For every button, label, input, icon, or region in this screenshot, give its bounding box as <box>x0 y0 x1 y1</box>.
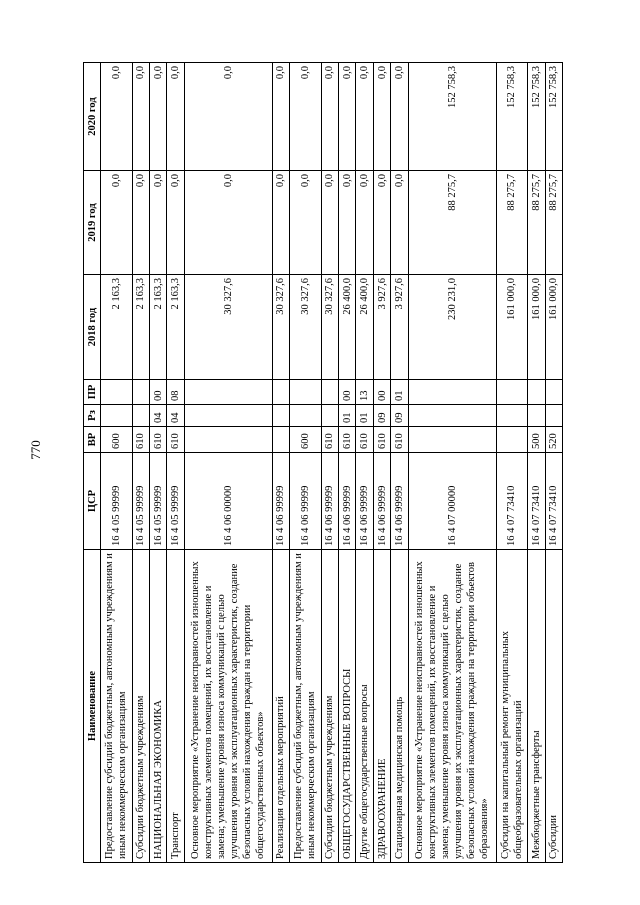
cell-2019: 0,0 <box>290 171 322 275</box>
cell-pr <box>545 380 562 405</box>
cell-2020: 0,0 <box>321 63 338 171</box>
header-rz: Рз <box>84 405 101 427</box>
cell-vr: 610 <box>373 427 390 453</box>
header-pr: ПР <box>84 380 101 405</box>
cell-rz <box>101 405 133 427</box>
cell-csr: 16 4 06 99999 <box>391 453 408 550</box>
cell-name: Межбюджетные трансферты <box>528 550 545 863</box>
cell-2018: 2 163,3 <box>167 275 184 380</box>
cell-name: Стационарная медицинская помощь <box>391 550 408 863</box>
cell-2019: 0,0 <box>184 171 272 275</box>
cell-pr <box>528 380 545 405</box>
table-body <box>101 63 563 863</box>
cell-2020: 152 758,3 <box>545 63 562 171</box>
cell-name: Реализация отдельных мероприятий <box>272 550 289 863</box>
cell-2020: 152 758,3 <box>528 63 545 171</box>
cell-2018: 30 327,6 <box>184 275 272 380</box>
table-row <box>184 63 272 863</box>
cell-vr: 610 <box>167 427 184 453</box>
cell-rz: 01 <box>339 405 356 427</box>
cell-vr <box>408 427 496 453</box>
cell-pr <box>408 380 496 405</box>
cell-2019: 0,0 <box>272 171 289 275</box>
table-row <box>101 63 133 863</box>
cell-2018: 230 231,0 <box>408 275 496 380</box>
cell-2019: 88 275,7 <box>545 171 562 275</box>
cell-2018: 2 163,3 <box>149 275 166 380</box>
table-row <box>373 63 390 863</box>
table-row <box>149 63 166 863</box>
cell-name: Другие общегосударственные вопросы <box>356 550 373 863</box>
cell-2019: 0,0 <box>149 171 166 275</box>
cell-csr: 16 4 05 99999 <box>167 453 184 550</box>
cell-pr <box>101 380 133 405</box>
cell-2018: 30 327,6 <box>290 275 322 380</box>
cell-pr <box>132 380 149 405</box>
table-row <box>528 63 545 863</box>
cell-name: ОБЩЕГОСУДАРСТВЕННЫЕ ВОПРОСЫ <box>339 550 356 863</box>
cell-2020: 0,0 <box>373 63 390 171</box>
budget-table <box>83 62 563 863</box>
cell-rz: 01 <box>356 405 373 427</box>
cell-csr: 16 4 06 99999 <box>356 453 373 550</box>
cell-name: Субсидии бюджетным учреждениям <box>132 550 149 863</box>
table-row <box>132 63 149 863</box>
cell-2020: 0,0 <box>339 63 356 171</box>
cell-pr <box>496 380 528 405</box>
cell-name: Основное мероприятие «Устранение неисправностей изношенных конструктивных элементов помещений, их восстановление и замена; уменьшение уровня износа коммуникаций с целью улучшения уровня их эксплуатационных характеристик, создание безопасных условий нахождения граждан на территории общегосударственных объектов» <box>184 550 272 863</box>
cell-csr: 16 4 06 00000 <box>184 453 272 550</box>
table-row <box>272 63 289 863</box>
table-row <box>290 63 322 863</box>
cell-name: Субсидии <box>545 550 562 863</box>
cell-vr: 520 <box>545 427 562 453</box>
cell-rz: 09 <box>373 405 390 427</box>
table-row <box>321 63 338 863</box>
cell-vr: 610 <box>149 427 166 453</box>
rotated-table-container <box>83 63 563 863</box>
header-name: Наименование <box>84 550 101 863</box>
cell-pr: 00 <box>339 380 356 405</box>
cell-vr <box>184 427 272 453</box>
cell-vr: 600 <box>101 427 133 453</box>
cell-csr: 16 4 07 73410 <box>496 453 528 550</box>
header-2020: 2020 год <box>84 63 101 171</box>
cell-vr: 610 <box>391 427 408 453</box>
cell-2020: 0,0 <box>101 63 133 171</box>
cell-pr <box>184 380 272 405</box>
cell-vr <box>272 427 289 453</box>
cell-2018: 161 000,0 <box>545 275 562 380</box>
cell-rz <box>408 405 496 427</box>
cell-csr: 16 4 06 99999 <box>272 453 289 550</box>
table-row <box>356 63 373 863</box>
cell-2019: 0,0 <box>356 171 373 275</box>
header-2018: 2018 год <box>84 275 101 380</box>
table-row <box>391 63 408 863</box>
cell-2019: 88 275,7 <box>528 171 545 275</box>
cell-name: Субсидии на капитальный ремонт муниципальных общеобразовательных организаций <box>496 550 528 863</box>
cell-rz: 09 <box>391 405 408 427</box>
cell-2018: 3 927,6 <box>373 275 390 380</box>
table-row <box>545 63 562 863</box>
cell-rz <box>321 405 338 427</box>
cell-pr <box>290 380 322 405</box>
cell-pr: 13 <box>356 380 373 405</box>
table-row <box>167 63 184 863</box>
cell-2018: 2 163,3 <box>101 275 133 380</box>
cell-pr: 08 <box>167 380 184 405</box>
cell-2020: 0,0 <box>391 63 408 171</box>
cell-name: Предоставление субсидий бюджетным, автономным учреждениям и иным некоммерческим организациям <box>290 550 322 863</box>
cell-2018: 2 163,3 <box>132 275 149 380</box>
cell-2018: 161 000,0 <box>528 275 545 380</box>
cell-pr: 00 <box>373 380 390 405</box>
cell-2018: 30 327,6 <box>272 275 289 380</box>
cell-2020: 0,0 <box>272 63 289 171</box>
cell-2018: 161 000,0 <box>496 275 528 380</box>
cell-rz: 04 <box>149 405 166 427</box>
cell-2020: 0,0 <box>356 63 373 171</box>
header-csr: ЦСР <box>84 453 101 550</box>
table-row <box>496 63 528 863</box>
cell-vr <box>496 427 528 453</box>
cell-pr <box>321 380 338 405</box>
cell-vr: 610 <box>356 427 373 453</box>
cell-rz <box>184 405 272 427</box>
cell-csr: 16 4 07 00000 <box>408 453 496 550</box>
cell-2020: 152 758,3 <box>408 63 496 171</box>
cell-2020: 0,0 <box>290 63 322 171</box>
cell-csr: 16 4 06 99999 <box>321 453 338 550</box>
table-row <box>408 63 496 863</box>
cell-csr: 16 4 06 99999 <box>339 453 356 550</box>
cell-csr: 16 4 06 99999 <box>290 453 322 550</box>
cell-name: ЗДРАВООХРАНЕНИЕ <box>373 550 390 863</box>
table-header-row <box>84 63 101 863</box>
cell-rz <box>132 405 149 427</box>
cell-pr: 01 <box>391 380 408 405</box>
cell-rz <box>272 405 289 427</box>
cell-csr: 16 4 05 99999 <box>101 453 133 550</box>
cell-name: Основное мероприятие «Устранение неисправностей изношенных конструктивных элементов помещений, их восстановление и замена; уменьшение уровня износа коммуникаций с целью улучшения уровня их эксплуатационных характеристик, создание безопасных условий нахождения граждан на территории объектов образования» <box>408 550 496 863</box>
cell-vr: 610 <box>339 427 356 453</box>
cell-csr: 16 4 06 99999 <box>373 453 390 550</box>
cell-vr: 610 <box>132 427 149 453</box>
cell-2019: 0,0 <box>167 171 184 275</box>
cell-rz <box>496 405 528 427</box>
header-2019: 2019 год <box>84 171 101 275</box>
cell-csr: 16 4 05 99999 <box>149 453 166 550</box>
cell-2018: 26 400,0 <box>339 275 356 380</box>
cell-csr: 16 4 07 73410 <box>545 453 562 550</box>
cell-rz <box>290 405 322 427</box>
cell-2019: 0,0 <box>373 171 390 275</box>
cell-2019: 88 275,7 <box>408 171 496 275</box>
cell-name: Транспорт <box>167 550 184 863</box>
cell-2020: 0,0 <box>149 63 166 171</box>
cell-name: Субсидии бюджетным учреждениям <box>321 550 338 863</box>
cell-2019: 0,0 <box>391 171 408 275</box>
table-row <box>339 63 356 863</box>
cell-2018: 3 927,6 <box>391 275 408 380</box>
cell-2019: 88 275,7 <box>496 171 528 275</box>
cell-2019: 0,0 <box>101 171 133 275</box>
cell-2020: 0,0 <box>167 63 184 171</box>
cell-vr: 610 <box>321 427 338 453</box>
cell-pr <box>272 380 289 405</box>
cell-pr: 00 <box>149 380 166 405</box>
cell-2020: 152 758,3 <box>496 63 528 171</box>
cell-2020: 0,0 <box>132 63 149 171</box>
cell-2018: 30 327,6 <box>321 275 338 380</box>
cell-rz <box>528 405 545 427</box>
cell-csr: 16 4 07 73410 <box>528 453 545 550</box>
cell-vr: 500 <box>528 427 545 453</box>
cell-rz: 04 <box>167 405 184 427</box>
cell-csr: 16 4 05 99999 <box>132 453 149 550</box>
cell-name: Предоставление субсидий бюджетным, автономным учреждениям и иным некоммерческим организациям <box>101 550 133 863</box>
cell-2019: 0,0 <box>339 171 356 275</box>
cell-vr: 600 <box>290 427 322 453</box>
cell-2019: 0,0 <box>132 171 149 275</box>
page-number: 770 <box>28 440 43 460</box>
cell-2018: 26 400,0 <box>356 275 373 380</box>
cell-2019: 0,0 <box>321 171 338 275</box>
cell-name: НАЦИОНАЛЬНАЯ ЭКОНОМИКА <box>149 550 166 863</box>
header-vr: ВР <box>84 427 101 453</box>
cell-2020: 0,0 <box>184 63 272 171</box>
cell-rz <box>545 405 562 427</box>
